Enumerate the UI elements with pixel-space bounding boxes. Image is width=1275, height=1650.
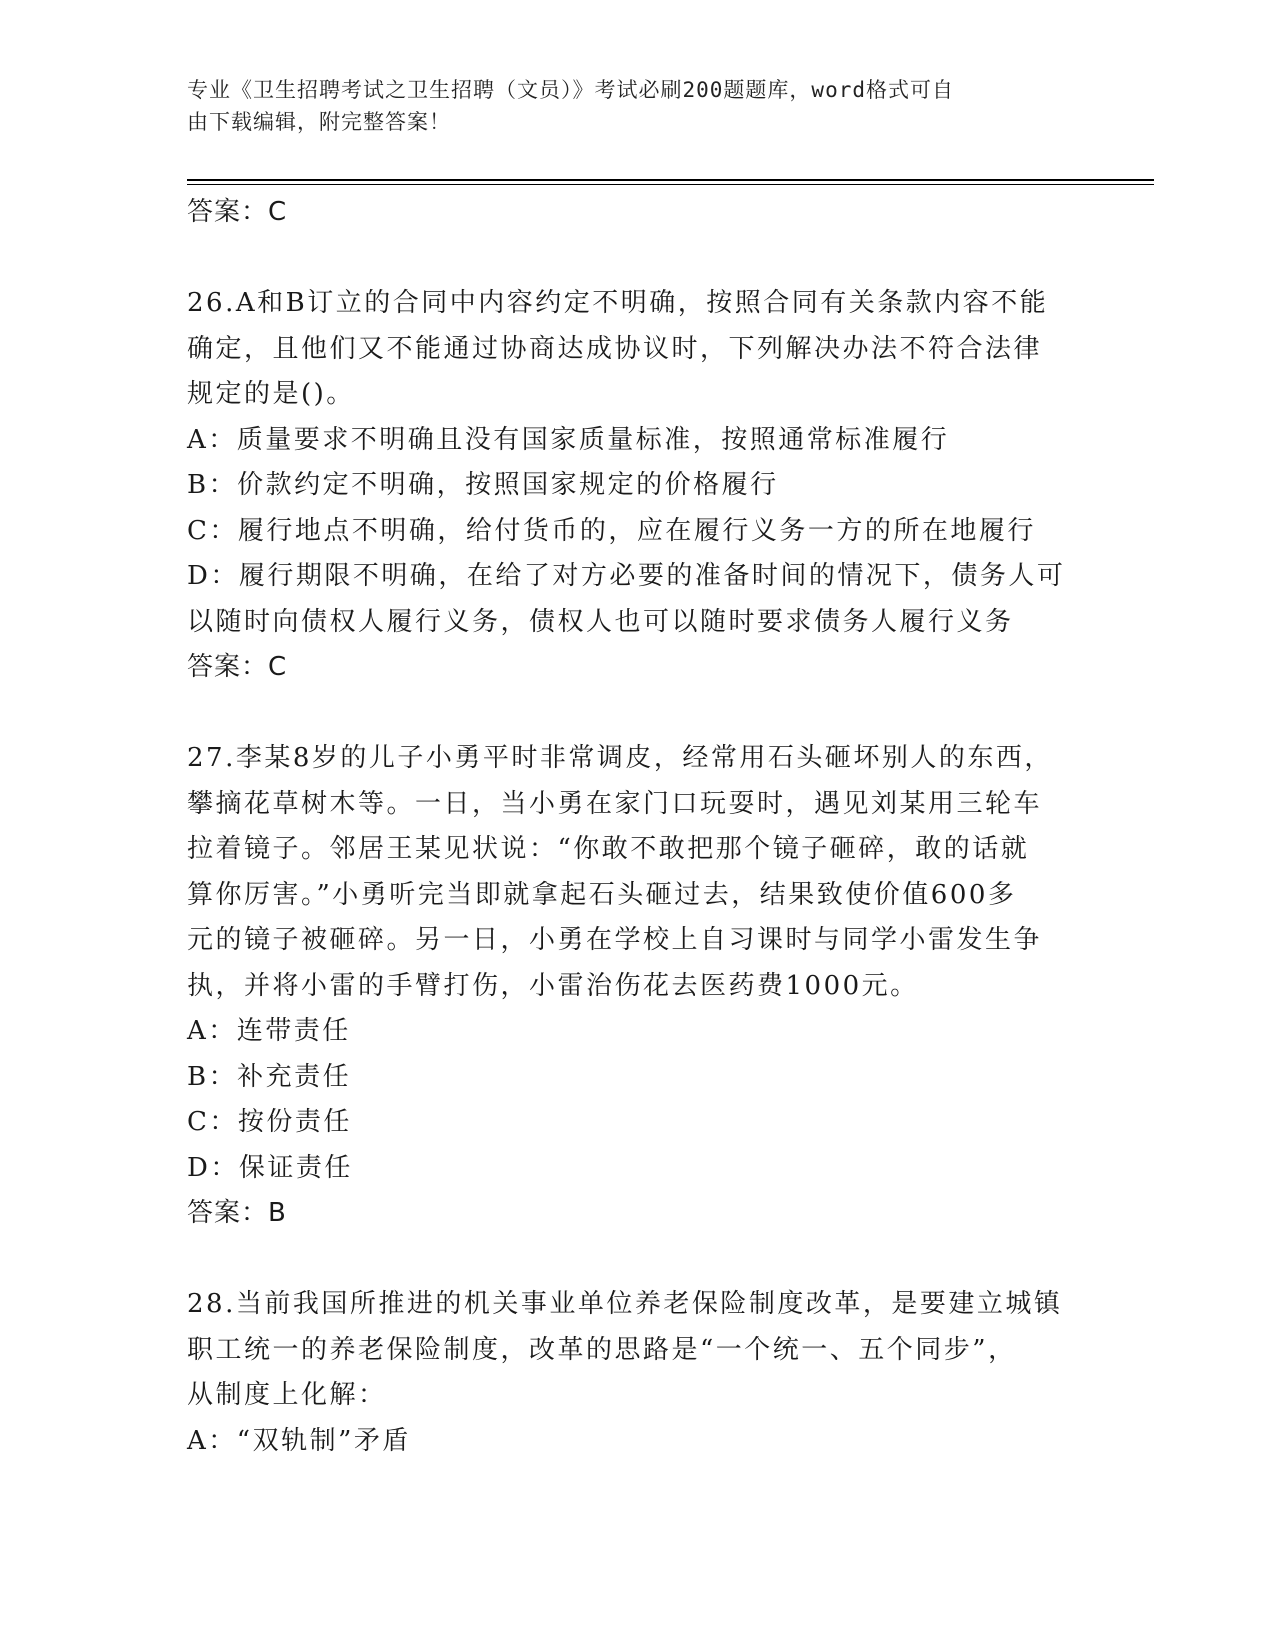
question-27 <box>187 736 1087 1237</box>
option-a: A：“双轨制”矛盾 <box>187 1425 411 1456</box>
document-body <box>187 190 1087 1464</box>
previous-answer: 答案：C <box>187 197 288 227</box>
document-header <box>187 74 1087 138</box>
question-text-line: 职工统一的养老保险制度，改革的思路是“一个统一、五个同步”， <box>187 1334 1017 1365</box>
option-b: B：价款约定不明确，按照国家规定的价格履行 <box>187 470 779 500</box>
option-d-continued: 以随时向债权人履行义务，债权人也可以随时要求债务人履行义务 <box>187 606 1014 637</box>
header-rule-thin <box>187 184 1154 185</box>
option-c: C：履行地点不明确，给付货币的，应在履行义务一方的所在地履行 <box>187 515 1036 546</box>
question-28 <box>187 1282 1087 1464</box>
question-text-line: 确定，且他们又不能通过协商达成协议时，下列解决办法不符合法律 <box>187 333 1043 364</box>
option-c: C：按份责任 <box>187 1107 352 1137</box>
header-rule-thick <box>187 179 1154 181</box>
question-text-line: 26.A和B订立的合同中内容约定不明确，按照合同有关条款内容不能 <box>187 288 1049 318</box>
spacer <box>187 691 1087 737</box>
question-text-line: 攀摘花草树木等。一日，当小勇在家门口玩耍时，遇见刘某用三轮车 <box>187 788 1043 819</box>
question-text-line: 28.当前我国所推进的机关事业单位养老保险制度改革，是要建立城镇 <box>187 1289 1063 1319</box>
answer-26: 答案：C <box>187 652 288 682</box>
header-line-2: 由下载编辑，附完整答案！ <box>187 110 451 134</box>
spacer <box>187 236 1087 282</box>
question-text-line: 27.李某8岁的儿子小勇平时非常调皮，经常用石头砸坏别人的东西， <box>187 743 1053 773</box>
question-text-line: 执，并将小雷的手臂打伤，小雷治伤花去医药费1000元。 <box>187 970 919 1001</box>
option-a: A：连带责任 <box>187 1016 351 1046</box>
question-text-line: 元的镜子被砸碎。另一日，小勇在学校上自习课时与同学小雷发生争 <box>187 925 1043 955</box>
question-text-line: 从制度上化解： <box>187 1380 387 1410</box>
question-text-line: 规定的是()。 <box>187 379 355 409</box>
option-b: B：补充责任 <box>187 1061 352 1092</box>
question-26 <box>187 281 1087 691</box>
question-text-line: 拉着镜子。邻居王某见状说：“你敢不敢把那个镜子砸碎，敢的话就 <box>187 834 1030 864</box>
answer-27: 答案：B <box>187 1198 287 1228</box>
option-a: A：质量要求不明确且没有国家质量标准，按照通常标准履行 <box>187 424 950 455</box>
spacer <box>187 1237 1087 1283</box>
header-line-1: 专业《卫生招聘考试之卫生招聘（文员）》考试必刷200题题库，word格式可自 <box>187 78 954 102</box>
question-text-line: 算你厉害。”小勇听完当即就拿起石头砸过去，结果致使价值600多 <box>187 879 1017 910</box>
option-d: D：保证责任 <box>187 1152 353 1183</box>
option-d: D：履行期限不明确，在给了对方必要的准备时间的情况下，债务人可 <box>187 561 1066 591</box>
